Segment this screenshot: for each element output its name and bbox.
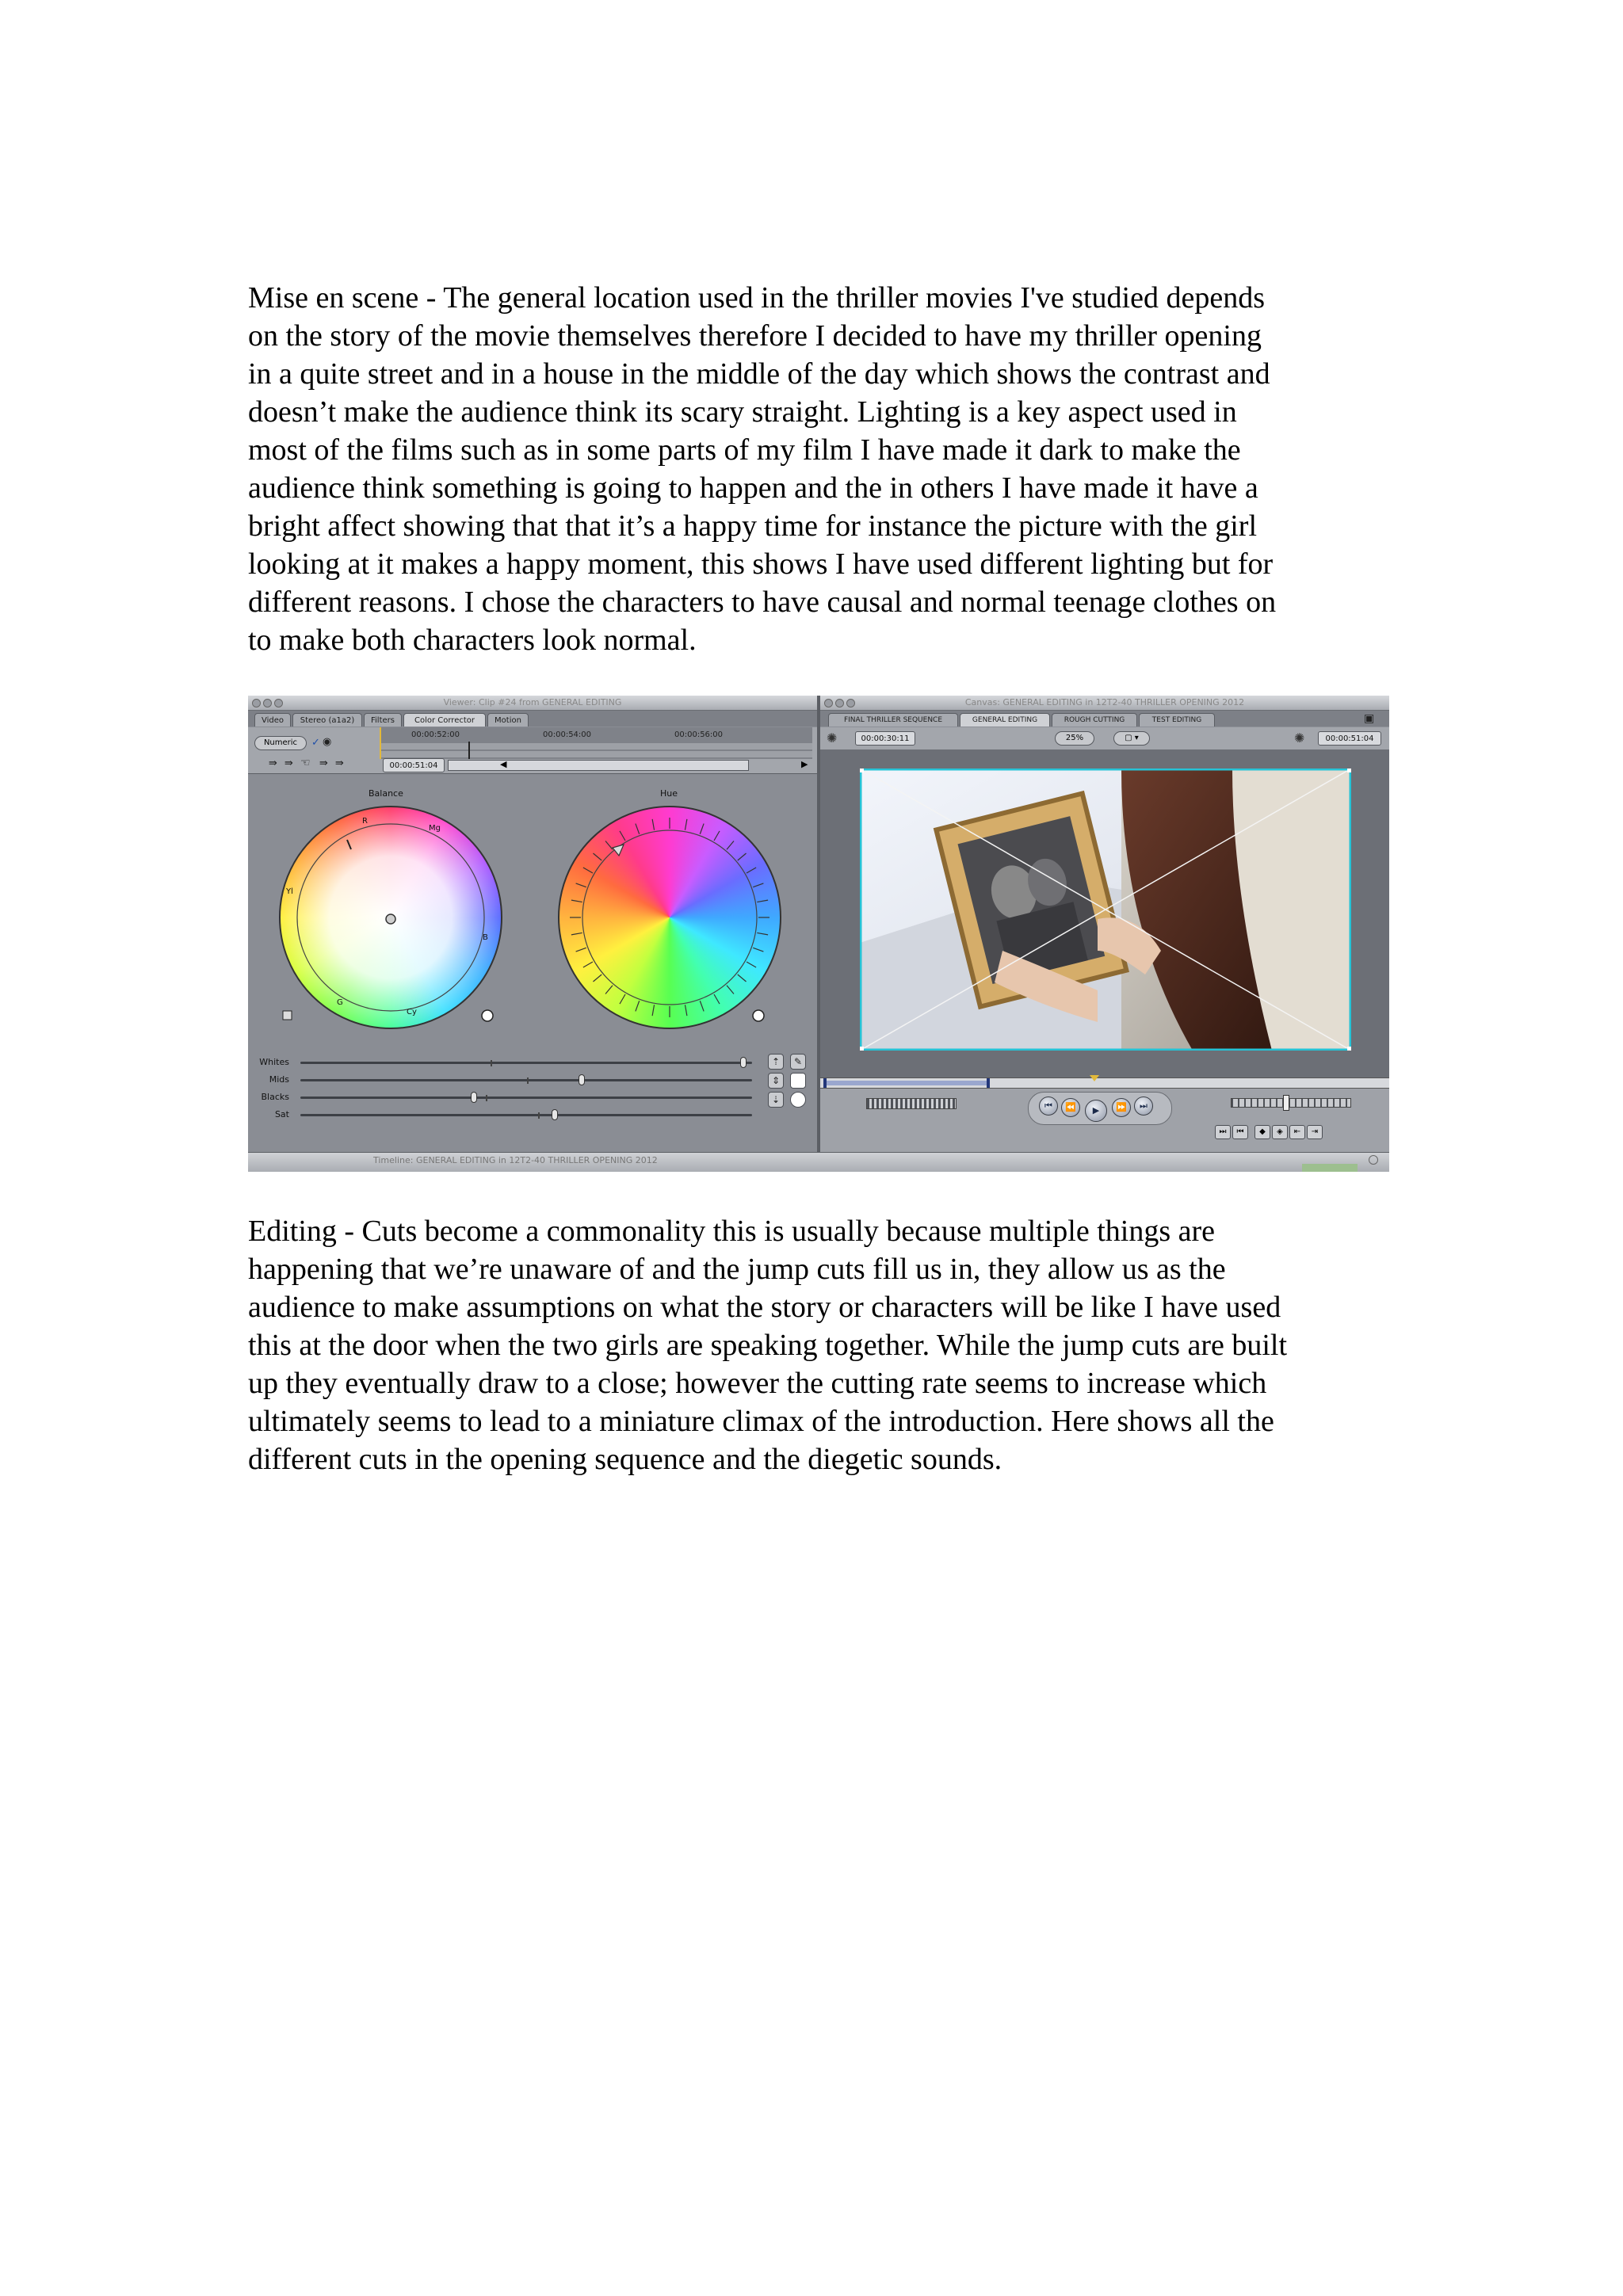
slider-track[interactable] — [300, 1062, 752, 1064]
tab-video[interactable]: Video — [254, 713, 291, 727]
slider-row-blacks[interactable] — [248, 1092, 755, 1104]
canvas-controls — [820, 727, 1389, 749]
auto-white-button[interactable]: ⇡ — [768, 1054, 784, 1070]
timeline-strip — [248, 1152, 1389, 1172]
control-header — [248, 727, 817, 774]
numeric-button[interactable]: Numeric — [254, 736, 307, 750]
wheel-label-b: B — [483, 933, 488, 942]
keyframe-ruler[interactable] — [380, 727, 812, 759]
editing-paragraph — [248, 1212, 1397, 1478]
viewer-tab-row — [248, 711, 817, 727]
playhead-marker[interactable] — [380, 727, 381, 759]
play-button[interactable]: ▶ — [1085, 1100, 1107, 1122]
copy-filter-icon[interactable]: ⇛ — [285, 757, 293, 769]
video-frame-area — [820, 749, 1389, 1098]
paragraph-line: on the story of the movie themselves therefore I decided to have my thriller opening — [248, 319, 1262, 353]
canvas-title-bar — [820, 696, 1389, 711]
previous-edit-button[interactable]: ⏪ — [1061, 1098, 1080, 1117]
balance-label: Balance — [369, 788, 403, 799]
view-popup[interactable] — [1113, 731, 1150, 746]
tab-test-editing[interactable]: TEST EDITING — [1139, 713, 1215, 727]
slider-knob[interactable] — [579, 1074, 585, 1085]
levels-sliders — [248, 1052, 817, 1139]
selected-range — [827, 1081, 987, 1085]
paragraph-line: ultimately seems to lead to a miniature climax of the introduction. Here shows all the — [248, 1405, 1274, 1438]
slider-tick — [486, 1095, 487, 1101]
slider-tick — [491, 1060, 492, 1066]
canvas-tab-row — [820, 711, 1389, 727]
timeline-indicator — [1302, 1164, 1358, 1172]
mise-en-scene-paragraph — [248, 279, 1397, 659]
paragraph-line: up they eventually draw to a close; however the cutting rate seems to increase which — [248, 1367, 1267, 1400]
hue-label: Hue — [660, 788, 678, 799]
slider-tick — [538, 1112, 540, 1119]
ruler-time: 00:00:52:00 — [411, 730, 460, 739]
window-zoom-icon[interactable] — [274, 699, 283, 707]
slider-label: Mids — [269, 1074, 289, 1085]
eye-icon[interactable]: ◉ — [323, 736, 332, 748]
paragraph-line: this at the door when the two girls are speaking together. While the jump cuts are built — [248, 1329, 1288, 1362]
paragraph-line: in a quite street and in a house in the middle of the day which shows the contrast and — [248, 357, 1270, 391]
slider-label: Sat — [274, 1109, 289, 1119]
balance-color-wheel[interactable] — [272, 799, 510, 1036]
wheel-label-g: G — [337, 998, 343, 1007]
jog-control[interactable] — [1231, 1098, 1351, 1108]
hand-icon[interactable]: ☜ — [300, 757, 311, 769]
slider-label: Whites — [259, 1057, 289, 1067]
white-swatch-button[interactable] — [790, 1073, 806, 1089]
copy-filter-icon[interactable]: ⇛ — [335, 757, 344, 769]
paragraph-line: to make both characters look normal. — [248, 624, 697, 657]
canvas-timecode-right[interactable]: 00:00:51:04 — [1318, 731, 1381, 746]
window-close-icon[interactable] — [824, 699, 833, 707]
paragraph-line: different cuts in the opening sequence and the diegetic sounds. — [248, 1443, 1002, 1476]
copy-filter-icon[interactable]: ⇛ — [319, 757, 328, 769]
slider-row-mids[interactable] — [248, 1074, 755, 1087]
dial-icon[interactable]: ✺ — [827, 730, 838, 746]
paragraph-line: Editing - Cuts become a commonality this is usually because multiple things are — [248, 1215, 1215, 1248]
window-zoom-icon[interactable] — [846, 699, 855, 707]
timeline-close-icon[interactable] — [1369, 1155, 1378, 1165]
mark-in-button[interactable]: ⇤ — [1289, 1125, 1305, 1139]
jog-knob[interactable] — [1283, 1095, 1289, 1111]
select-color-button[interactable]: ✎ — [790, 1054, 806, 1070]
slider-knob[interactable] — [471, 1092, 477, 1103]
editor-screenshot — [248, 696, 1389, 1172]
viewer-window — [248, 696, 817, 1172]
hue-color-wheel[interactable] — [551, 799, 789, 1036]
paragraph-line: doesn’t make the audience think its scary straight. Lighting is a key aspect used in — [248, 395, 1237, 429]
tab-color-corrector[interactable]: Color Corrector — [403, 713, 486, 727]
paragraph-line: looking at it makes a happy moment, this shows I have used different lighting but for — [248, 547, 1274, 581]
viewer-timecode[interactable]: 00:00:51:04 — [383, 758, 445, 772]
out-point-marker[interactable] — [987, 1078, 990, 1088]
slider-label: Blacks — [261, 1092, 289, 1102]
wheel-label-yl: Yl — [286, 887, 293, 896]
scrubber-bar[interactable] — [820, 1077, 1389, 1089]
window-close-icon[interactable] — [252, 699, 261, 707]
copy-filter-icon[interactable]: ⇛ — [269, 757, 277, 769]
window-minimize-icon[interactable] — [263, 699, 272, 707]
mark-out-button[interactable]: ⇥ — [1307, 1125, 1323, 1139]
slider-row-whites[interactable] — [248, 1057, 755, 1070]
paragraph-line: audience think something is going to happen and the in others I have made it have a — [248, 471, 1258, 505]
auto-black-button[interactable]: ⇣ — [768, 1092, 784, 1108]
zoom-popup[interactable]: 25% — [1055, 731, 1094, 746]
slider-track[interactable] — [300, 1114, 752, 1116]
wheel-label-r: R — [362, 817, 368, 826]
auto-contrast-button[interactable]: ⇕ — [768, 1073, 784, 1089]
range-marker — [468, 742, 470, 759]
paragraph-line: most of the films such as in some parts of my film I have made it dark to make the — [248, 433, 1241, 467]
shuttle-control[interactable] — [866, 1098, 957, 1109]
paragraph-line: bright affect showing that that it’s a happy time for instance the picture with the girl — [248, 509, 1258, 543]
slider-row-sat[interactable] — [248, 1109, 755, 1122]
video-frame[interactable] — [860, 769, 1351, 1051]
tab-motion[interactable]: Motion — [487, 713, 529, 727]
canvas-timecode-left[interactable]: 00:00:30:11 — [855, 731, 915, 746]
dial-icon[interactable]: ✺ — [1294, 730, 1305, 746]
slider-track[interactable] — [300, 1079, 752, 1081]
view-square-icon: ▢ ▾ — [1125, 734, 1139, 742]
window-minimize-icon[interactable] — [835, 699, 844, 707]
wheel-label-cy: Cy — [407, 1008, 417, 1016]
keyframe-track — [380, 751, 812, 757]
playhead[interactable] — [1090, 1075, 1099, 1081]
canvas-title: Canvas: GENERAL EDITING in 12T2-40 THRILLER OPENING 2012 — [964, 697, 1245, 707]
viewer-title-bar — [248, 696, 817, 711]
circle-button[interactable] — [790, 1092, 806, 1108]
canvas-window — [820, 696, 1389, 1172]
slider-track[interactable] — [300, 1097, 752, 1099]
match-frame-button[interactable]: ⏭ — [1215, 1125, 1231, 1139]
timeline-title: Timeline: GENERAL EDITING in 12T2-40 THRILLER OPENING 2012 — [373, 1155, 658, 1165]
tab-final-thriller-sequence[interactable]: FINAL THRILLER SEQUENCE — [828, 713, 958, 727]
viewer-title: Viewer: Clip #24 from GENERAL EDITING — [443, 697, 622, 707]
nav-right-icon[interactable]: ▶ — [801, 759, 808, 769]
paragraph-line: audience to make assumptions on what the story or characters will be like I have used — [248, 1291, 1281, 1324]
nav-left-icon[interactable]: ◀ — [500, 759, 507, 769]
keyframe-track — [380, 743, 812, 749]
play-in-to-out-button[interactable]: ⏮ — [1039, 1097, 1058, 1116]
tab-filters[interactable]: Filters — [364, 713, 402, 727]
slider-knob[interactable] — [740, 1057, 747, 1068]
add-keyframe-button[interactable]: ◈ — [1272, 1125, 1288, 1139]
ruler-time: 00:00:54:00 — [543, 730, 592, 739]
add-marker-button[interactable]: ◆ — [1254, 1125, 1270, 1139]
paragraph-line: happening that we’re unaware of and the jump cuts fill us in, they allow us as the — [248, 1253, 1226, 1286]
paragraph-line: Mise en scene - The general location used in the thriller movies I've studied depends — [248, 281, 1265, 315]
transport-area — [820, 1089, 1389, 1152]
mark-clip-button[interactable]: ⏮ — [1232, 1125, 1248, 1139]
next-edit-button[interactable]: ⏩ — [1112, 1098, 1131, 1117]
slider-knob[interactable] — [552, 1109, 558, 1120]
play-around-button[interactable]: ⏭ — [1134, 1097, 1153, 1116]
zoom-slider[interactable] — [448, 760, 749, 771]
tab-rough-cutting[interactable]: ROUGH CUTTING — [1052, 713, 1137, 727]
wheel-label-mg: Mg — [429, 824, 441, 833]
camera-icon[interactable]: ▣ — [1364, 712, 1375, 725]
checkbox-icon[interactable]: ✓ — [311, 737, 320, 749]
tab-general-editing[interactable]: GENERAL EDITING — [960, 713, 1050, 727]
slider-tick — [527, 1077, 529, 1084]
tab-stereo[interactable]: Stereo (a1a2) — [292, 713, 362, 727]
paragraph-line: different reasons. I chose the characters to have causal and normal teenage clothes on — [248, 585, 1277, 619]
ruler-time: 00:00:56:00 — [674, 730, 724, 739]
